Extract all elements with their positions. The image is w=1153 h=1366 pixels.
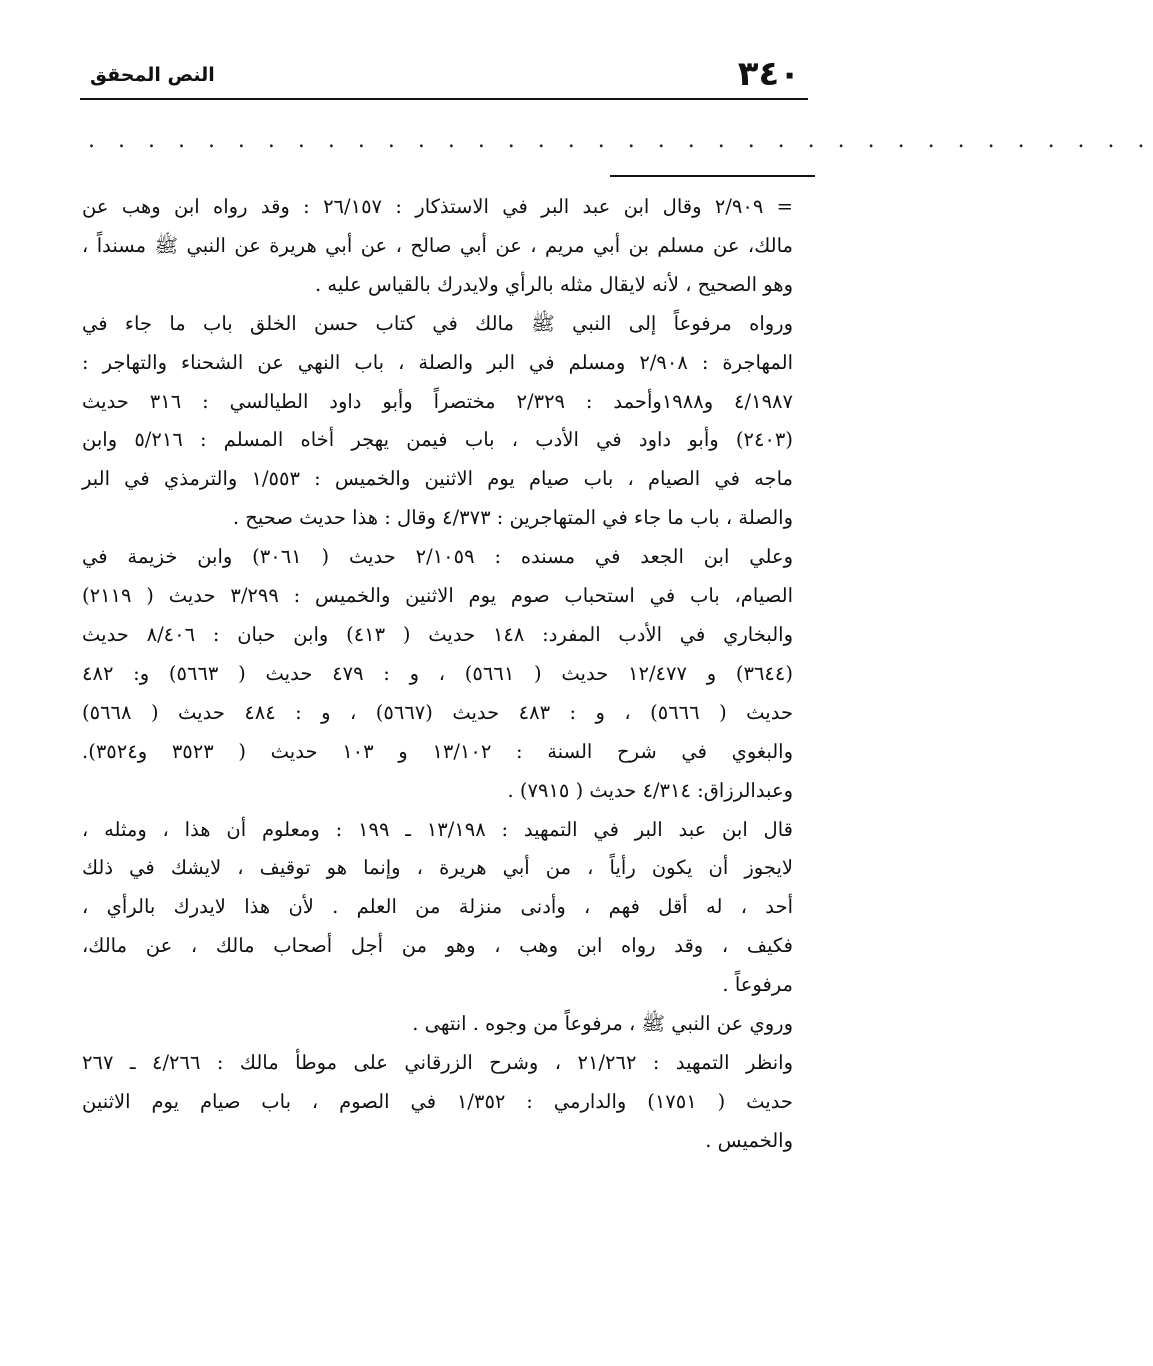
text-line: والبخاري في الأدب المفرد: ١٤٨ حديث ( ٤١٣) وابن حبان : ٨/٤٠٦ حديث (82, 622, 793, 646)
text-line: والخميس . (705, 1128, 793, 1152)
text-line: أحد ، له أقل فهم ، وأدنى منزلة من العلم . لأن هذا لايدرك بالرأي ، (82, 895, 793, 919)
dotted-separator: . . . . . . . . . . . . . . . . . . . . . . . . . . . . . . . . . . . . (88, 128, 1153, 153)
page-header (80, 48, 808, 100)
text-line: حديث ( ٥٦٦٦) ، و : ٤٨٣ حديث (٥٦٦٧) ، و : ٤٨٤ حديث ( ٥٦٦٨) (82, 700, 793, 724)
footnote-rule (610, 175, 815, 177)
text-line: المهاجرة : ٢/٩٠٨ ومسلم في البر والصلة ، باب النهي عن الشحناء والتهاجر : (82, 350, 794, 374)
text-line: الصيام، باب في استحباب صوم يوم الاثنين والخميس : ٣/٢٩٩ حديث ( ٢١١٩) (82, 584, 793, 608)
footnote-paragraph (82, 538, 793, 810)
footnote-paragraph (82, 811, 793, 1006)
text-line: والصلة ، باب ما جاء في المتهاجرين : ٤/٣٧٣ وقال : هذا حديث صحيح . (232, 506, 793, 530)
text-line: لايجوز أن يكون رأياً ، من أبي هريرة ، وإنما هو توقيف ، لايشك في ذلك (82, 856, 793, 880)
text-line: مالك، عن مسلم بن أبي مريم ، عن أبي صالح ، عن أبي هريرة عن النبي ﷺ مسنداً ، (82, 233, 793, 257)
footnote-paragraph (82, 188, 793, 305)
footnote-paragraph (82, 305, 793, 538)
text-line: (٣٦٤٤) و ١٢/٤٧٧ حديث ( ٥٦٦١) ، و : ٤٧٩ حديث ( ٥٦٦٣) و: ٤٨٢ (82, 661, 793, 685)
footnote-paragraph (82, 1044, 793, 1161)
text-line: قال ابن عبد البر في التمهيد : ١٣/١٩٨ ـ ١٩٩ : ومعلوم أن هذا ، ومثله ، (82, 817, 793, 841)
text-line: ماجه في الصيام ، باب صيام يوم الاثنين والخميس : ١/٥٥٣ والترمذي في البر (82, 467, 793, 491)
text-line: = ٢/٩٠٩ وقال ابن عبد البر في الاستذكار : ٢٦/١٥٧ : وقد رواه ابن وهب عن (82, 195, 793, 218)
text-line: وروي عن النبي ﷺ ، مرفوعاً من وجوه . انتهى . (412, 1012, 793, 1036)
text-line: وهو الصحيح ، لأنه لايقال مثله بالرأي ولايدرك بالقياس عليه . (314, 272, 793, 296)
text-line: (٢٤٠٣) وأبو داود في الأدب ، باب فيمن يهجر أخاه المسلم : ٥/٢١٦ وابن (82, 428, 793, 452)
text-line: ٤/١٩٨٧ و١٩٨٨وأحمد : ٢/٣٢٩ مختصراً وأبو داود الطيالسي : ٣١٦ حديث (82, 389, 793, 413)
footnote-paragraph (82, 1005, 793, 1044)
text-line: وعلي ابن الجعد في مسنده : ٢/١٠٥٩ حديث ( ٣٠٦١) وابن خزيمة في (82, 545, 793, 569)
text-line: وعبدالرزاق: ٤/٣١٤ حديث ( ٧٩١٥) . (507, 778, 793, 802)
page-number: ٣٤٠ (737, 54, 800, 94)
footnote-text (82, 188, 793, 1161)
text-line: حديث ( ١٧٥١) والدارمي : ١/٣٥٢ في الصوم ، باب صيام يوم الاثنين (82, 1089, 793, 1113)
text-line: فكيف ، وقد رواه ابن وهب ، وهو من أجل أصحاب مالك ، عن مالك، (82, 934, 793, 958)
text-line: وانظر التمهيد : ٢١/٢٦٢ ، وشرح الزرقاني على موطأ مالك : ٤/٢٦٦ ـ ٢٦٧ (82, 1050, 793, 1074)
text-line: والبغوي في شرح السنة : ١٣/١٠٢ و ١٠٣ حديث ( ٣٥٢٣ و٣٥٢٤). (82, 739, 793, 763)
text-line: ورواه مرفوعاً إلى النبي ﷺ مالك في كتاب حسن الخلق باب ما جاء في (82, 311, 793, 335)
running-title: النص المحقق (90, 64, 215, 86)
text-line: مرفوعاً . (722, 973, 793, 997)
